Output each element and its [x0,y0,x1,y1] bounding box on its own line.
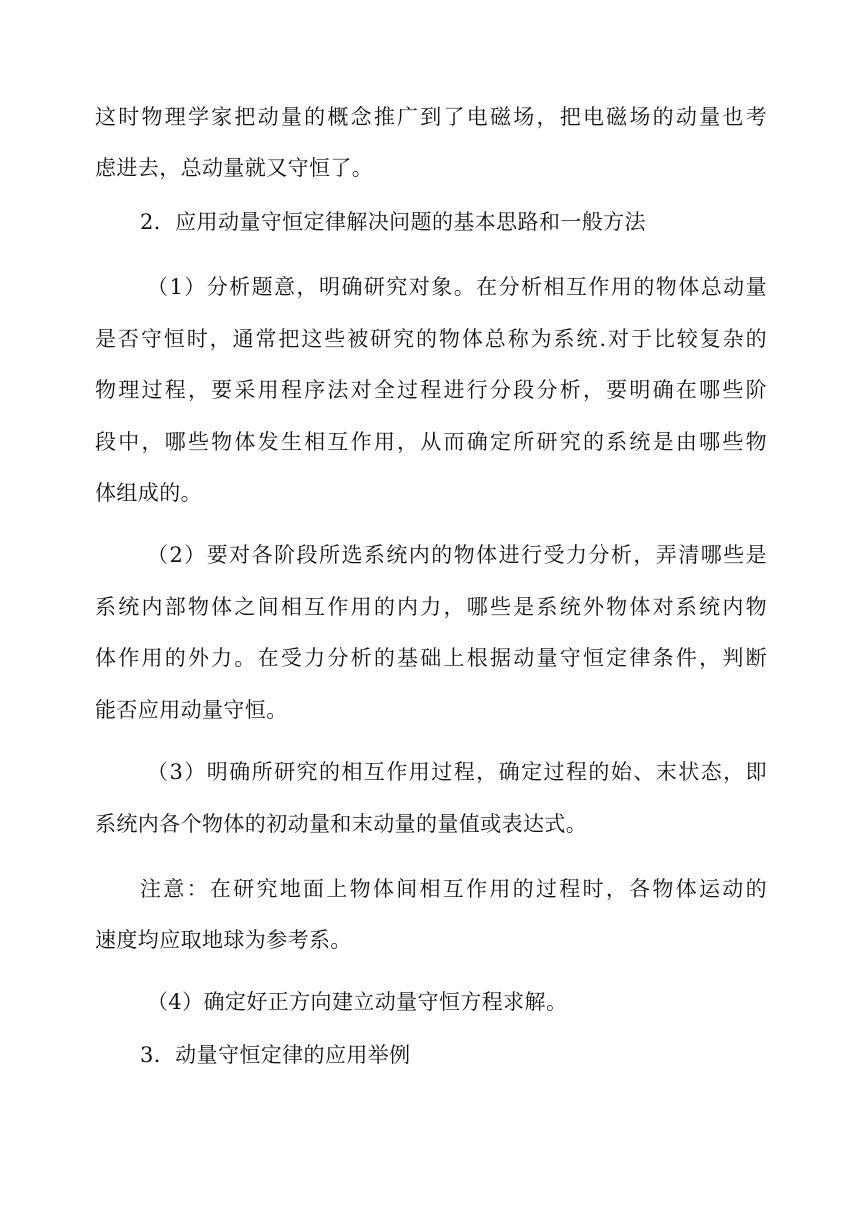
text-line: 段中，哪些物体发生相互作用，从而确定所研究的系统是由哪些物 [95,430,767,454]
section-heading: 3．动量守恒定律的应用举例 [140,1043,411,1067]
section-heading: 2．应用动量守恒定律解决问题的基本思路和一般方法 [140,210,646,234]
text-line: 是否守恒时，通常把这些被研究的物体总称为系统.对于比较复杂的 [95,327,767,351]
text-line: 体作用的外力。在受力分析的基础上根据动量守恒定律条件，判断 [95,646,767,670]
text-line: 这时物理学家把动量的概念推广到了电磁场，把电磁场的动量也考 [95,105,767,129]
text-line: 物理过程，要采用程序法对全过程进行分段分析，要明确在哪些阶 [95,378,767,402]
text-line: 虑进去，总动量就又守恒了。 [95,156,374,180]
text-line: （3）明确所研究的相互作用过程，确定过程的始、末状态，即 [147,760,767,784]
text-line: 能否应用动量守恒。 [95,698,288,722]
note-line: 速度均应取地球为参考系。 [95,928,352,952]
text-line: 体组成的。 [95,481,202,505]
text-line: （4）确定好正方向建立动量守恒方程求解。 [147,990,568,1014]
note-line: 注意：在研究地面上物体间相互作用的过程时，各物体运动的 [140,877,767,901]
text-line: 系统内部物体之间相互作用的内力，哪些是系统外物体对系统内物 [95,595,767,619]
text-line: （1）分析题意，明确研究对象。在分析相互作用的物体总动量 [147,275,767,299]
text-line: （2）要对各阶段所选系统内的物体进行受力分析，弄清哪些是 [147,543,767,567]
text-line: 系统内各个物体的初动量和末动量的量值或表达式。 [95,812,588,836]
